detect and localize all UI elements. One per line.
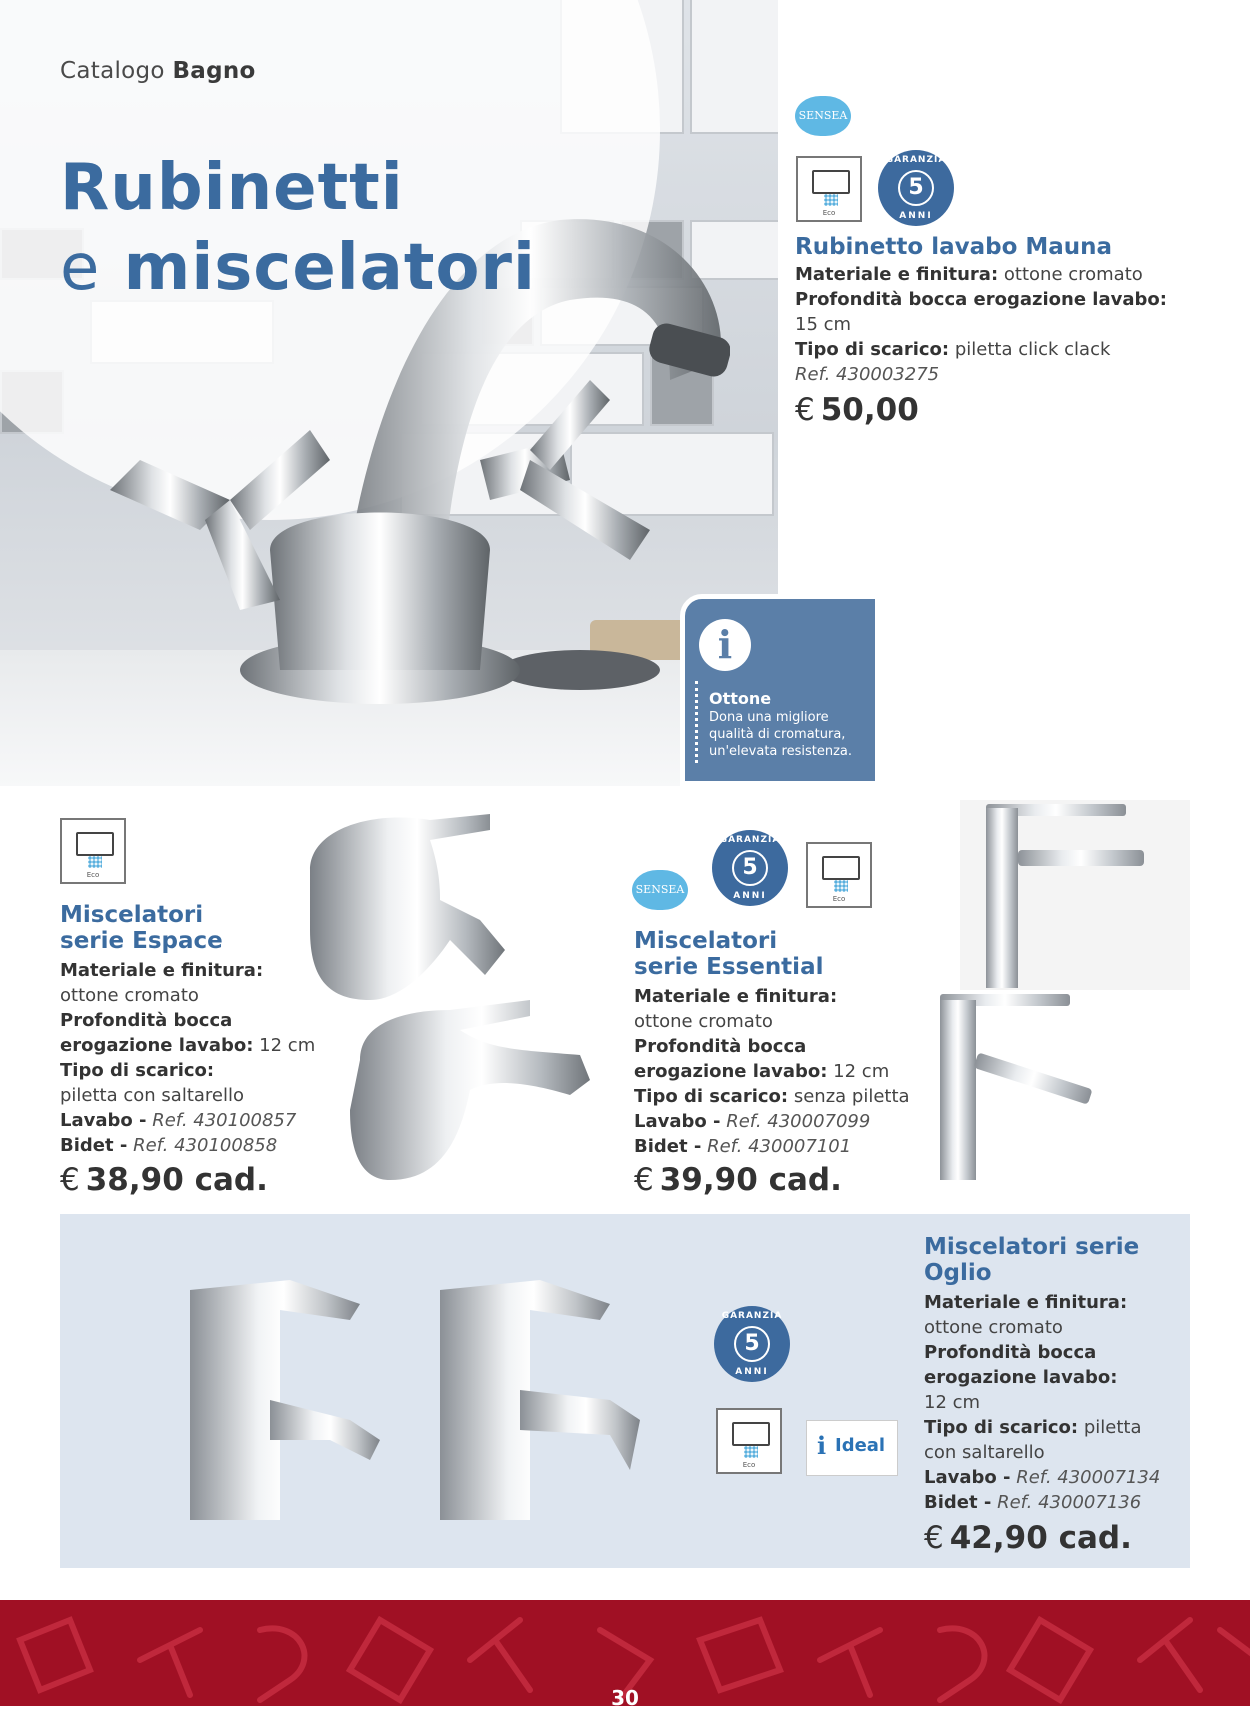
- essential-title: Miscelatori serie Essential: [634, 928, 824, 980]
- espace-title: Miscelatori serie Espace: [60, 902, 223, 954]
- page-number: 30: [611, 1686, 639, 1710]
- mauna-price: € 50,00: [795, 392, 919, 428]
- page-title: Rubinetti e miscelatori: [60, 151, 536, 305]
- espace-specs: Materiale e finitura: ottone cromato Profondità bocca erogazione lavabo: 12 cm Tipo di scarico: piletta con saltarello Lavabo - Ref. 430100857 Bidet - Ref. 430100858: [60, 960, 316, 1156]
- eco-icon: Eco: [806, 842, 872, 908]
- info-box: [680, 594, 880, 786]
- eco-icon: Eco: [60, 818, 126, 884]
- essential-specs: Materiale e finitura: ottone cromato Profondità bocca erogazione lavabo: 12 cm Tipo di scarico: senza piletta Lavabo - Ref. 430007099 Bidet - Ref. 430007101: [634, 986, 910, 1157]
- senso-logo: SENSEA: [632, 870, 688, 910]
- espace-faucets-image: [290, 810, 610, 1200]
- oglio-title: Miscelatori serie Oglio: [924, 1234, 1140, 1286]
- info-text: Dona una migliore qualità di cromatura, un'elevata resistenza.: [709, 710, 852, 759]
- garanzia-5-anni-badge: GARANZIA 5 ANNI: [714, 1306, 790, 1382]
- dotted-divider: [695, 681, 701, 763]
- mauna-specs: Materiale e finitura: ottone cromato Profondità bocca erogazione lavabo: 15 cm Tipo di scarico: piletta click clack Ref. 430003275: [795, 264, 1167, 385]
- hero-image: [0, 0, 778, 786]
- info-title: Ottone: [709, 689, 772, 708]
- mauna-title: Rubinetto lavabo Mauna: [795, 234, 1113, 260]
- oglio-faucets-image: [170, 1270, 650, 1550]
- garanzia-5-anni-badge: GARANZIA 5 ANNI: [878, 150, 954, 226]
- oglio-specs: Materiale e finitura: ottone cromato Profondità bocca erogazione lavabo: 12 cm Tipo di scarico: piletta con saltarello Lavabo - Ref. 430007134 Bidet - Ref. 430007136: [924, 1292, 1161, 1513]
- garanzia-5-anni-badge: GARANZIA 5 ANNI: [712, 830, 788, 906]
- essential-lavabo-image: [960, 800, 1190, 990]
- ideal-standard-logo: i Ideal: [806, 1420, 898, 1476]
- essential-bidet-image: [920, 990, 1130, 1190]
- oglio-price: € 42,90 cad.: [924, 1520, 1132, 1556]
- breadcrumb: Catalogo Bagno: [60, 58, 256, 84]
- essential-price: € 39,90 cad.: [634, 1162, 842, 1198]
- eco-icon: Eco: [796, 156, 862, 222]
- senso-logo: SENSEA: [795, 96, 851, 136]
- espace-price: € 38,90 cad.: [60, 1162, 268, 1198]
- eco-icon: Eco: [716, 1408, 782, 1474]
- info-icon: i: [699, 619, 751, 671]
